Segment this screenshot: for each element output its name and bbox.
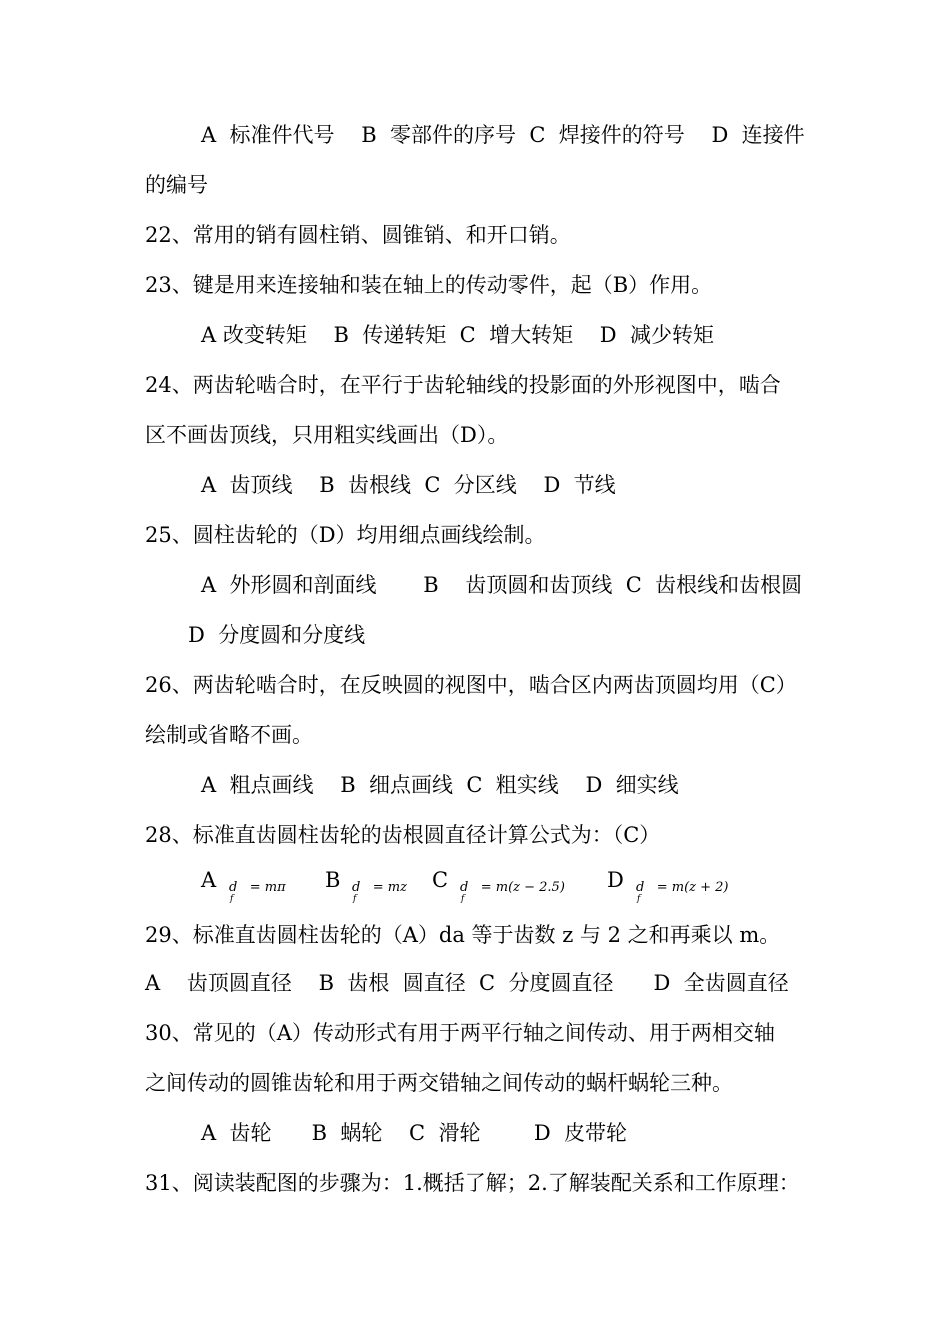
q31-text: 31、阅读装配图的步骤为：1.概括了解；2.了解装配关系和工作原理： [145,1171,800,1195]
formula-option-a-label: A [201,868,217,892]
q26-options: A 粗点画线 B 细点画线 C 粗实线 D 细实线 [201,773,679,797]
q26-text-line-2: 绘制或省略不画。 [145,723,313,747]
q23-text: 23、键是用来连接轴和装在轴上的传动零件，起（B）作用。 [145,273,713,297]
q23-options: A 改变转矩 B 传递转矩 C 增大转矩 D 减少转矩 [201,323,714,347]
q25-text: 25、圆柱齿轮的（D）均用细点画线绘制。 [145,523,546,547]
q24-text-line-1: 24、两齿轮啮合时，在平行于齿轮轴线的投影面的外形视图中，啮合 [145,373,781,397]
q30-text-line-1: 30、常见的（A）传动形式有用于两平行轴之间传动、用于两相交轴 [145,1021,775,1045]
q26-text-line-1: 26、两齿轮啮合时，在反映圆的视图中，啮合区内两齿顶圆均用（C） [145,673,797,697]
formula-option-a-expression: d = mπ [229,880,286,895]
formula-option-d-label: D [607,868,624,892]
formula-option-c-expression: d = m(z − 2.5) [460,880,565,895]
q21-options-line-2: 的编号 [145,173,208,197]
q25-options-line-1: A 外形圆和剖面线 B 齿顶圆和齿顶线 C 齿根线和齿根圆 [201,573,803,597]
formula-option-c-subscript: f [461,894,465,904]
formula-option-d-expression: d = m(z + 2) [636,880,729,895]
q29-text: 29、标准直齿圆柱齿轮的（A）da 等于齿数 z 与 2 之和再乘以 m。 [145,923,781,947]
q28-formula-options [201,866,821,906]
formula-option-c-label: C [432,868,449,892]
q21-options-line-1: A 标准件代号 B 零部件的序号 C 焊接件的符号 D 连接件 [201,123,805,147]
q25-options-line-2: D 分度圆和分度线 [188,623,366,647]
formula-option-a-subscript: f [230,894,234,904]
q22-text: 22、常用的销有圆柱销、圆锥销、和开口销。 [145,223,571,247]
q29-options: A 齿顶圆直径 B 齿根 圆直径 C 分度圆直径 D 全齿圆直径 [145,971,789,995]
q24-text-line-2: 区不画齿顶线，只用粗实线画出（D）。 [145,423,509,447]
formula-option-b-label: B [325,868,341,892]
formula-option-b-subscript: f [353,894,357,904]
q30-options: A 齿轮 B 蜗轮 C 滑轮 D 皮带轮 [201,1121,628,1145]
q30-text-line-2: 之间传动的圆锥齿轮和用于两交错轴之间传动的蜗杆蜗轮三种。 [145,1071,733,1095]
formula-option-d-subscript: f [637,894,641,904]
q28-text: 28、标准直齿圆柱齿轮的齿根圆直径计算公式为：（C） [145,823,661,847]
q24-options: A 齿顶线 B 齿根线 C 分区线 D 节线 [201,473,616,497]
formula-option-b-expression: d = mz [352,880,407,895]
